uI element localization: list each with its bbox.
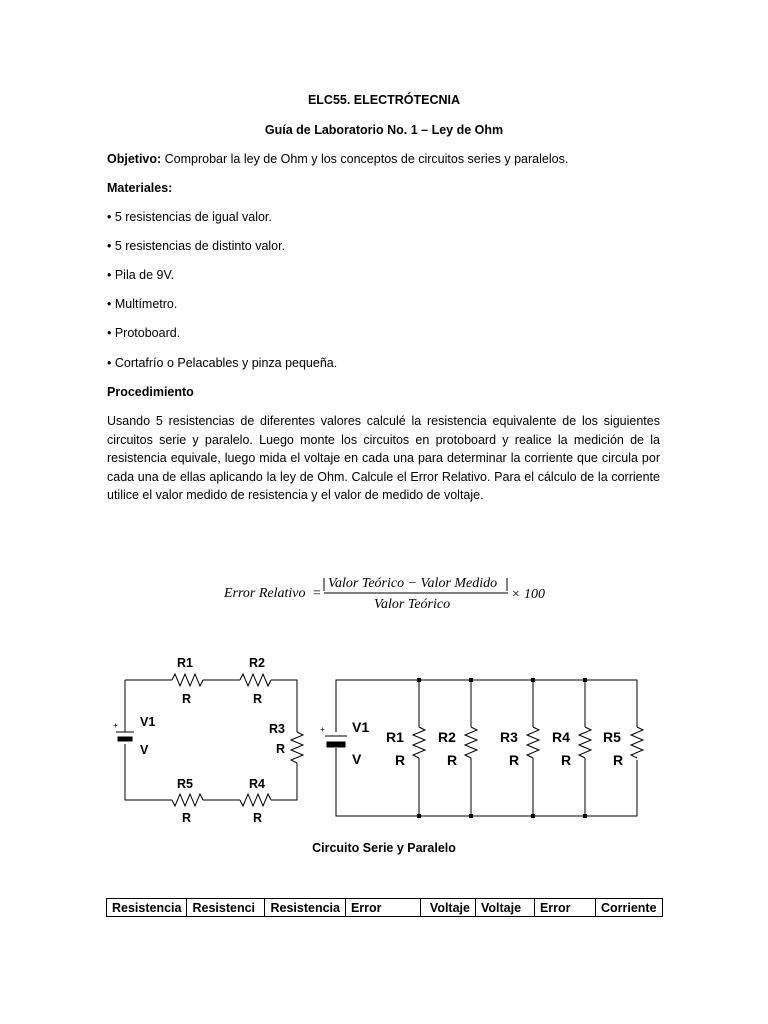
- course-title: ELC55. ELECTRÓTECNIA: [307, 93, 461, 107]
- parallel-r5-value: R: [613, 752, 624, 768]
- table-header-cell: Resistencia: [265, 899, 345, 917]
- table-header-cell: Resistencia: [107, 899, 187, 917]
- material-item: • 5 resistencias de distinto valor.: [107, 239, 286, 253]
- table-header-cell: Voltaje: [420, 899, 475, 917]
- series-r1-name: R1: [177, 656, 193, 670]
- material-item: • Protoboard.: [107, 326, 181, 340]
- formula-lhs: Error Relativo: [224, 586, 306, 601]
- parallel-r4-name: R4: [552, 729, 570, 745]
- material-item: • Pila de 9V.: [107, 268, 175, 282]
- parallel-plus: +: [320, 725, 325, 734]
- objective-line: [107, 152, 660, 166]
- procedure-line: circuitos serie y paralelo. Luego monte los circuitos en protoboard y realice la medición de la: [107, 432, 660, 447]
- objective-text: Comprobar la ley de Ohm y los conceptos de circuitos series y paralelos.: [161, 152, 569, 166]
- parallel-r1-name: R1: [386, 729, 404, 745]
- procedure-line: Usando 5 resistencias de diferentes valores calculé la resistencia equivalente de los siguientes: [107, 414, 660, 428]
- series-r2-name: R2: [249, 656, 265, 670]
- series-r4-name: R4: [249, 777, 265, 791]
- table-header-cell: Error: [345, 899, 420, 917]
- procedure-paragraph: [107, 412, 660, 505]
- formula-multiplier: × 100: [511, 587, 545, 602]
- parallel-r5-name: R5: [603, 729, 621, 745]
- material-item: • Multímetro.: [107, 297, 178, 311]
- table-header-cell: Voltaje: [475, 899, 534, 917]
- formula-equals: =: [312, 586, 322, 601]
- parallel-r3-name: R3: [500, 729, 518, 745]
- table-header-cell: Resistenci: [187, 899, 265, 917]
- parallel-r1-value: R: [395, 752, 406, 768]
- materials-label: Materiales:: [107, 181, 173, 195]
- series-r5-value: R: [182, 811, 192, 825]
- series-r3-name: R3: [269, 722, 285, 736]
- parallel-r4-value: R: [561, 752, 572, 768]
- series-r4-value: R: [253, 811, 263, 825]
- material-item: • Cortafrío o Pelacables y pinza pequeña.: [107, 356, 338, 370]
- procedure-label: Procedimiento: [107, 385, 194, 399]
- parallel-r2-value: R: [447, 752, 458, 768]
- formula-denominator: Valor Teórico: [374, 597, 451, 612]
- series-source-unit: V: [140, 743, 149, 757]
- series-source-label: V1: [140, 715, 156, 729]
- table-header-cell: Corriente: [595, 899, 662, 917]
- parallel-source-unit: V: [352, 751, 362, 767]
- procedure-line: utilice el valor medido de resistencia y el valor de medido de voltaje.: [107, 488, 484, 503]
- formula-numerator: Valor Teórico − Valor Medido: [328, 576, 498, 591]
- figure-caption: Circuito Serie y Paralelo: [312, 841, 456, 855]
- series-r2-value: R: [253, 692, 263, 706]
- series-r5-name: R5: [177, 777, 193, 791]
- parallel-r3-value: R: [509, 752, 520, 768]
- material-item: • 5 resistencias de igual valor.: [107, 210, 272, 224]
- procedure-line: resistencia equivale, luego mida el voltaje en cada una para determinar la corriente que circula por: [107, 451, 660, 466]
- parallel-r2-name: R2: [438, 729, 456, 745]
- table-header-cell: Error: [534, 899, 595, 917]
- series-plus: +: [113, 721, 118, 730]
- parallel-source-label: V1: [352, 719, 370, 735]
- objective-label: Objetivo:: [107, 152, 162, 166]
- series-r1-value: R: [182, 692, 192, 706]
- circuit-figure: [107, 652, 663, 830]
- lab-title: Guía de Laboratorio No. 1 – Ley de Ohm: [264, 123, 504, 137]
- results-table: [106, 898, 663, 917]
- procedure-line: cada una de ellas aplicando la ley de Ohm. Calcule el Error Relativo. Para el cálculo de la corriente: [107, 469, 660, 484]
- series-r3-value: R: [276, 742, 286, 756]
- table-header-row: [107, 899, 663, 917]
- relative-error-formula: [224, 570, 554, 616]
